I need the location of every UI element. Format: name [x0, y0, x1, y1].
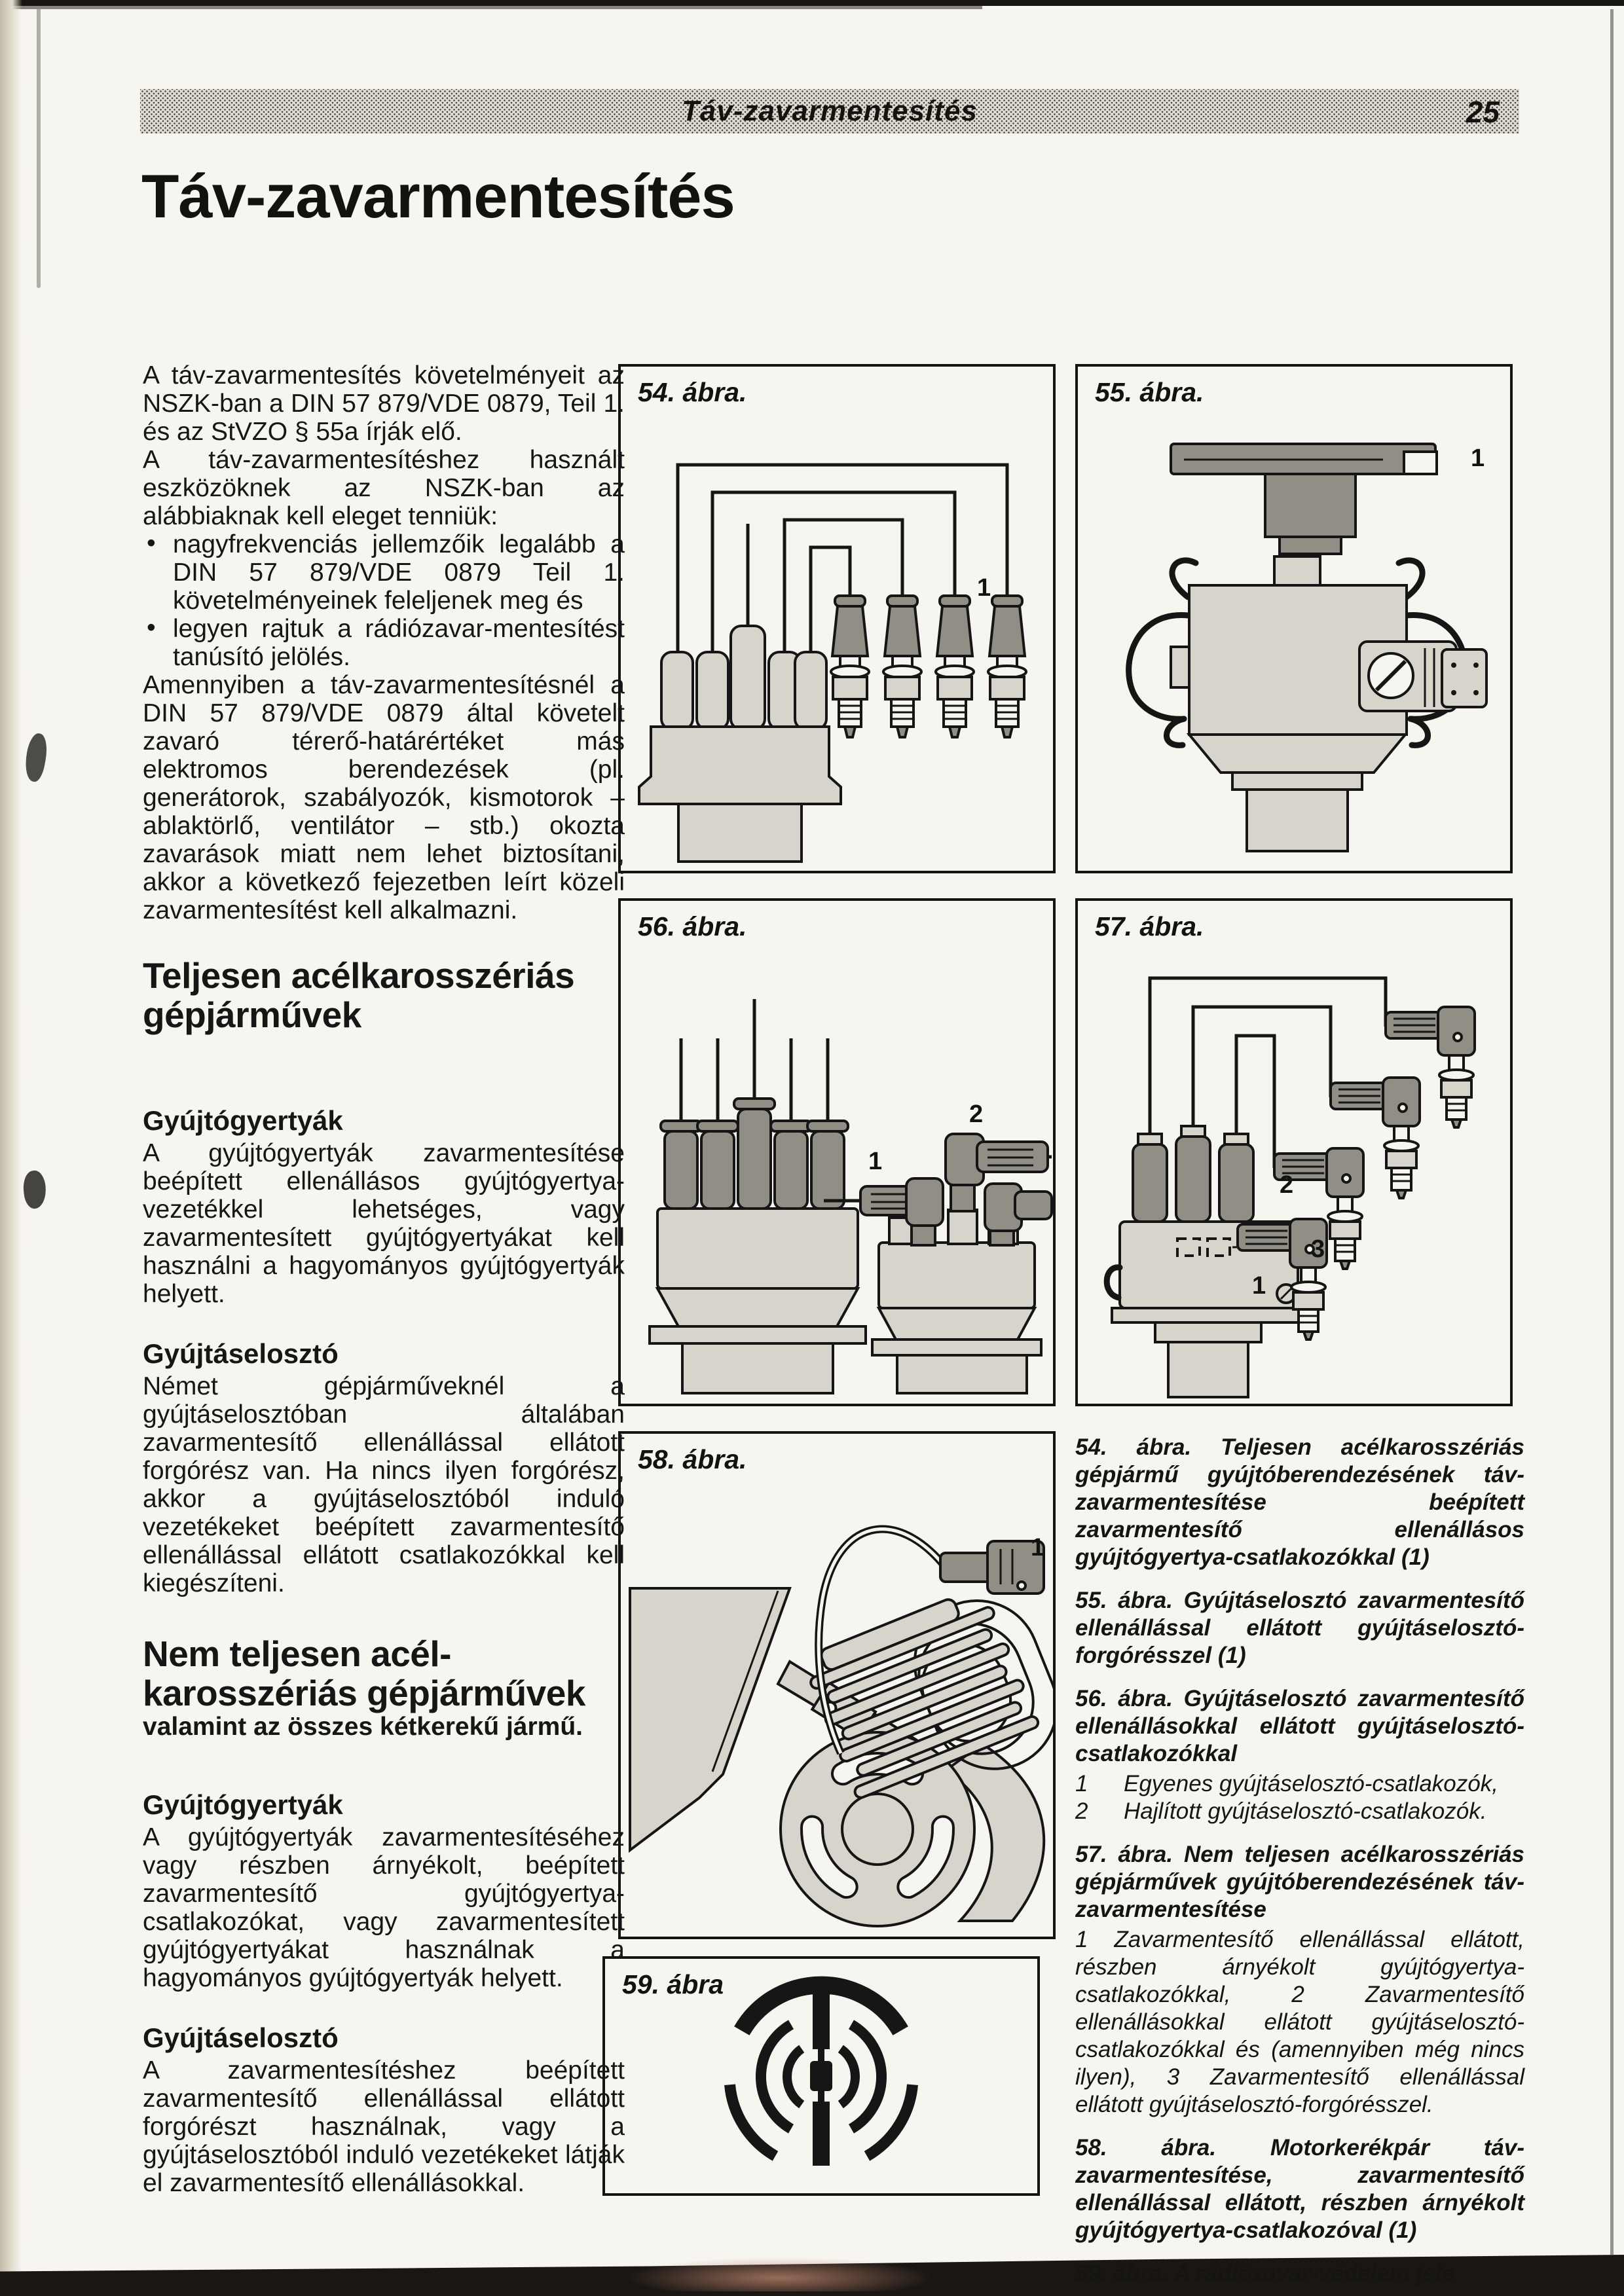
- figure-56: [618, 898, 1056, 1406]
- bullet-item: • nagyfrekvenciás jellemzőik legalább a DIN 57 879/VDE 0879 Teil 1. követelményeinek feleljenek meg és: [143, 530, 625, 615]
- paragraph: A gyújtógyertyák zavarmentesítéséhez vagy részben árnyékolt, beépített zavarmentesítő gyújtógyertya-csatlakozókat, vagy zavarmentesített gyújtógyertyákat használnak a hagyományos gyújtógyertyák helyett.: [143, 1823, 625, 1992]
- motorcycle-engine-illustration: [621, 1434, 1053, 1937]
- figure-label: 59. ábra: [622, 1969, 724, 1999]
- caption-55: 55. ábra. Gyújtáselosztó zavarmentesítő ellenállással ellátott gyújtáselosztó-forgórésszel (1): [1075, 1588, 1524, 1668]
- figure-57: [1075, 898, 1513, 1406]
- figure-55: [1075, 364, 1513, 873]
- header-band: [140, 89, 1519, 134]
- scan-edge-left: [0, 0, 22, 2296]
- callout-1: 1: [1252, 1272, 1266, 1300]
- figure-label: 56. ábra.: [638, 911, 747, 941]
- caption-56-item: [1075, 1798, 1524, 1825]
- figure-label: 55. ábra.: [1095, 377, 1204, 407]
- sub-heading: Gyújtáselosztó: [143, 1338, 339, 1369]
- section-heading: Teljesen acélkarosszériás gépjárművek: [143, 955, 575, 1035]
- item-text: Hajlított gyújtáselosztó-csatlakozók.: [1124, 1798, 1487, 1824]
- figure-58: [618, 1431, 1056, 1939]
- paragraph: Német gépjárműveknél a gyújtáselosztóban általában zavarmentesítő ellenállással ellátott forgórész van. Ha nincs ilyen forgórész, akkor a gyújtáselosztóból induló vezetékeket beépített zavarmentesítő ellenállással ellátott csatlakozókkal kell kiegészíteni.: [143, 1372, 625, 1597]
- paragraph: A gyújtógyertyák zavarmentesítése beépített ellenállásos gyújtógyertya-vezetékkel lehetséges, vagy zavarmentesített gyújtógyertyákat kell használni a hagyományos gyújtógyertyák helyett.: [143, 1139, 625, 1308]
- page-title: Táv-zavarmentesítés: [141, 162, 735, 230]
- callout-3: 3: [1311, 1235, 1325, 1263]
- callout-1: 1: [1031, 1534, 1045, 1561]
- paragraph: A táv-zavarmentesítéshez használt eszközöknek az NSZK-ban az alábbiaknak kell eleget tenniük:: [143, 446, 625, 530]
- scan-edge-top-shadow: [0, 6, 982, 9]
- scan-edge-right: [1610, 9, 1614, 2255]
- caption-59: 59. ábra. A rádiózavar-védelem jele: [1075, 2261, 1455, 2286]
- caption-58: 58. ábra. Motorkerékpár táv-zavarmentesítése, zavarmentesítő ellenállással ellátott, részben árnyékolt gyújtógyertya-csatlakozóval (1): [1075, 2135, 1524, 2243]
- distributor-and-angled-plug-connectors-illustration: [1078, 901, 1510, 1404]
- item-number: 2: [1075, 1798, 1088, 1824]
- caption-56-group: [1075, 1685, 1524, 1825]
- scan-edge-top: [0, 0, 1624, 6]
- section-subtitle: valamint az összes kétkerekű jármű.: [143, 1713, 583, 1741]
- distributor-with-rotor-illustration: [1078, 367, 1510, 871]
- callout-2: 2: [969, 1101, 984, 1128]
- figure-label: 58. ábra.: [638, 1444, 747, 1474]
- callout-1: 1: [1471, 445, 1485, 472]
- distributor-connectors-illustration: [621, 901, 1053, 1404]
- caption-54: 54. ábra. Teljesen acélkarosszériás gépjármű gyújtóberendezésének táv-zavarmentesítése beépített zavarmentesítő ellenállásos gyújtógyertya-csatlakozókkal (1): [1075, 1434, 1524, 1570]
- sub-heading: Gyújtógyertyák: [143, 1789, 343, 1820]
- figure-59: [602, 1956, 1040, 2196]
- sub-heading: Gyújtáselosztó: [143, 2022, 339, 2053]
- page-number: 25: [1466, 95, 1500, 129]
- bullet-item: • legyen rajtuk a rádiózavar-mentesítést tanúsító jelölés.: [143, 615, 625, 671]
- paragraph: A táv-zavarmentesítés követelményeit az NSZK-ban a DIN 57 879/VDE 0879, Teil 1. és az StVZO § 55a írják elő.: [143, 361, 625, 446]
- caption-56-item: [1075, 1770, 1524, 1798]
- item-number: 1: [1075, 1771, 1088, 1796]
- callout-2: 2: [1280, 1171, 1294, 1199]
- figure-label: 57. ábra.: [1095, 911, 1204, 941]
- caption-57-group: [1075, 1841, 1524, 2119]
- heading-line: Nem teljesen acél-: [143, 1633, 451, 1674]
- paragraph: A zavarmentesítéshez beépített zavarmentesítő ellenállással ellátott forgórészt használnak, vagy a gyújtáselosztóból induló vezetékeket látják el zavarmentesítő ellenállásokkal.: [143, 2056, 625, 2197]
- caption-56: 56. ábra. Gyújtáselosztó zavarmentesítő ellenállásokkal ellátott gyújtáselosztó-csatlakozókkal: [1075, 1686, 1524, 1766]
- heading-line: karosszériás gépjárművek: [143, 1673, 585, 1713]
- item-text: Egyenes gyújtáselosztó-csatlakozók,: [1124, 1771, 1498, 1796]
- scan-smudge: [22, 732, 50, 783]
- header-section-title: Táv-zavarmentesítés: [682, 95, 978, 127]
- section-heading: [143, 1634, 625, 1713]
- caption-57: 57. ábra. Nem teljesen acélkarosszériás gépjárművek gyújtóberendezésének táv-zavarmentesítése: [1075, 1842, 1524, 1922]
- captions-column: [1075, 1434, 1524, 2296]
- paragraph: Amennyiben a táv-zavarmentesítésnél a DIN 57 879/VDE 0879 által követelt zavaró térerő-határértéket más elektromos berendezések (pl. generátorok, szabályozók, kismotorok – ablaktörlő, ventilátor – stb.) okozta zavarások miatt nem lehet biztosítani, akkor a következő fejezetben leírt közeli zavarmentesítést kell alkalmazni.: [143, 671, 625, 924]
- text-column: [143, 361, 625, 2197]
- callout-1: 1: [868, 1148, 883, 1175]
- figure-54: [618, 364, 1056, 873]
- sub-heading: Gyújtógyertyák: [143, 1105, 343, 1136]
- callout-1: 1: [977, 574, 991, 602]
- figure-label: 54. ábra.: [638, 377, 747, 407]
- scan-smudge: [22, 1169, 48, 1209]
- scan-smear: [629, 2257, 930, 2291]
- scan-line-artifact: [37, 7, 41, 288]
- distributor-and-spark-plugs-illustration: [621, 367, 1053, 871]
- caption-57-legend: 1 Zavarmentesítő ellenállással ellátott, részben árnyékolt gyújtógyertya-csatlakozókkal, 2 Zavarmentesítő ellenállásokkal ellátott gyújtáselosztó-csatlakozókkal és (amennyiben még nincs ilyen), 3 Zavarmentesítő ellenállással ellátott gyújtáselosztó-forgórésszel.: [1075, 1927, 1524, 2117]
